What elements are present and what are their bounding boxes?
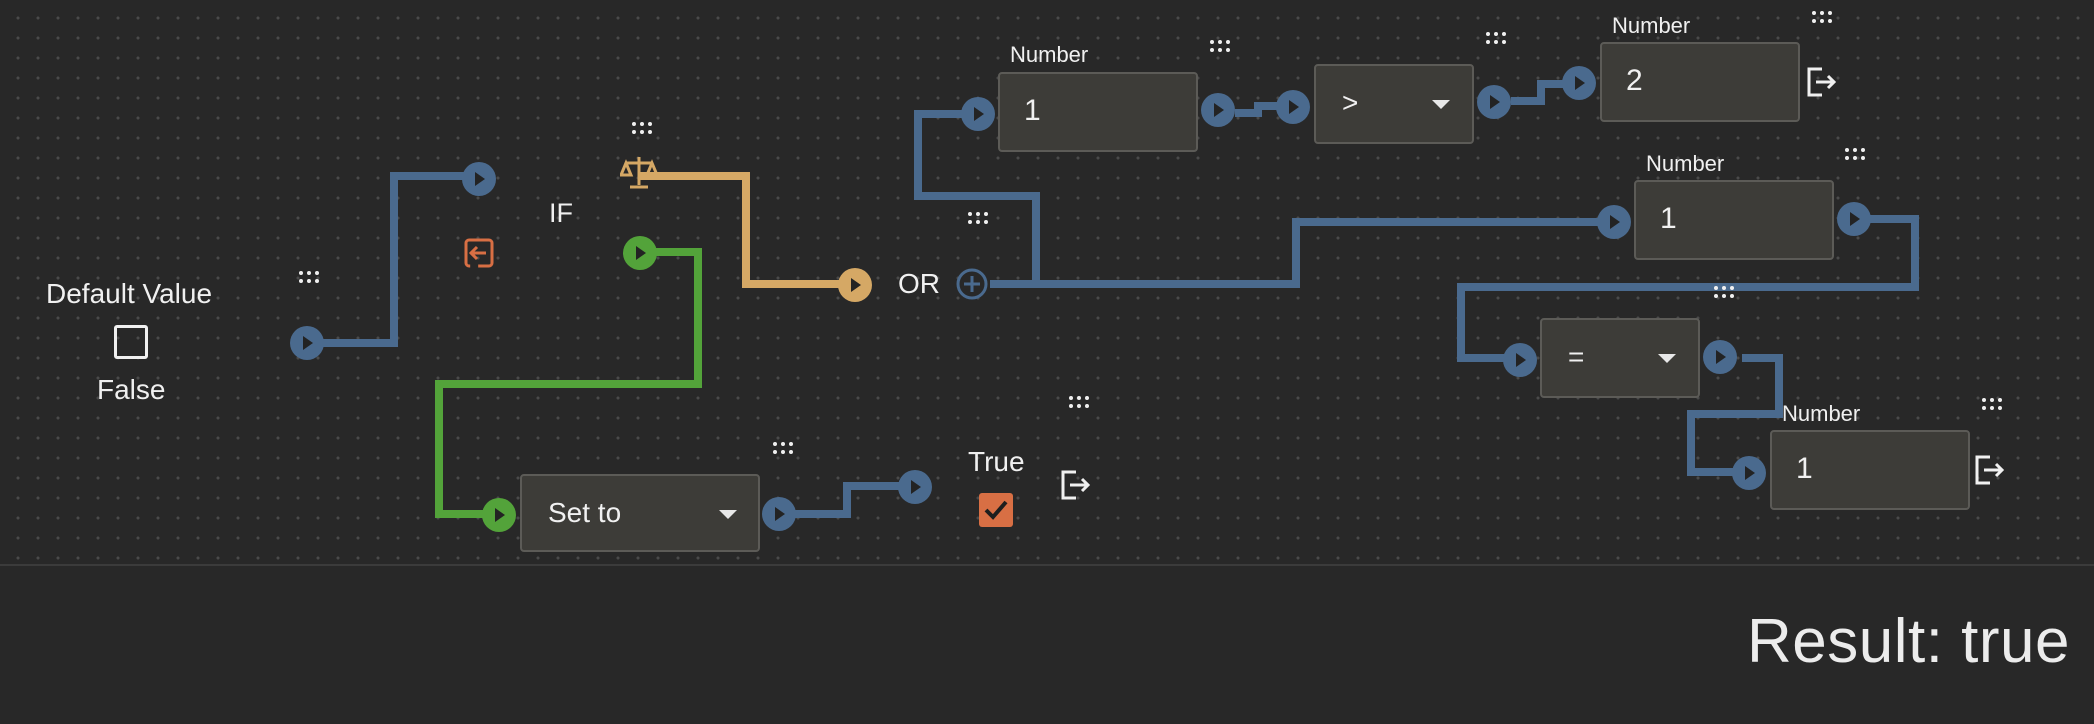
number-a-output-port[interactable] [1201, 93, 1235, 127]
number-b-title: Number [1612, 13, 1691, 38]
drag-handle-icon[interactable] [773, 442, 795, 458]
output-export-icon[interactable] [1972, 453, 2006, 487]
drag-handle-icon[interactable] [632, 122, 654, 138]
drag-handle-icon[interactable] [1714, 286, 1736, 302]
number-d-title: Number [1782, 401, 1861, 426]
compare-eq-output-port[interactable] [1703, 340, 1737, 374]
number-a-title: Number [1010, 42, 1089, 67]
set-to-output-port[interactable] [762, 497, 796, 531]
drag-handle-icon[interactable] [1069, 396, 1091, 412]
wire-or-to-number-c [990, 222, 1614, 284]
wire-if-condition-to-or [640, 176, 854, 284]
default-value-checkbox[interactable] [114, 325, 148, 359]
number-c-input[interactable]: 1 [1634, 180, 1834, 260]
output-export-icon[interactable] [1804, 65, 1838, 99]
drag-handle-icon[interactable] [299, 271, 321, 287]
dropdown-caret-icon [1658, 354, 1676, 363]
wire-setto-to-true [795, 486, 915, 514]
number-a-input-port[interactable] [961, 97, 995, 131]
plus-circle-icon[interactable] [954, 266, 990, 302]
compare-eq-operator: = [1568, 341, 1585, 372]
number-d-input-port[interactable] [1732, 456, 1766, 490]
compare-gt-output-port[interactable] [1477, 85, 1511, 119]
if-title: IF [549, 198, 573, 228]
compare-gt-dropdown[interactable] [1314, 64, 1474, 144]
drag-handle-icon[interactable] [1812, 11, 1834, 27]
set-to-label: Set to [548, 497, 622, 528]
drag-handle-icon[interactable] [968, 212, 990, 228]
compare-eq-input-port[interactable] [1503, 343, 1537, 377]
or-input-port[interactable] [838, 268, 872, 302]
default-value-title: Default Value [46, 278, 213, 309]
drag-handle-icon[interactable] [1210, 40, 1232, 56]
number-d-input[interactable]: 1 [1770, 430, 1970, 510]
wire-default-to-if [306, 176, 466, 343]
input-arrow-icon [462, 236, 496, 270]
wire-eq-to-number-d [1691, 358, 1779, 472]
drag-handle-icon[interactable] [1486, 32, 1508, 48]
dropdown-caret-icon [719, 510, 737, 519]
number-c-title: Number [1646, 151, 1725, 176]
output-export-icon[interactable] [1058, 468, 1092, 502]
number-b-input-port[interactable] [1562, 66, 1596, 100]
number-a-input[interactable]: 1 [998, 72, 1198, 152]
compare-gt-input-port[interactable] [1276, 90, 1310, 124]
if-input-port[interactable] [462, 162, 496, 196]
scale-icon [620, 154, 658, 190]
result-bar [0, 566, 2094, 724]
if-then-output-port[interactable] [623, 236, 657, 270]
compare-eq-dropdown[interactable] [1540, 318, 1700, 398]
default-value-state: False [97, 374, 166, 405]
or-title: OR [898, 268, 940, 299]
number-c-output-port[interactable] [1837, 202, 1871, 236]
number-b-input[interactable]: 2 [1600, 42, 1800, 122]
drag-handle-icon[interactable] [1845, 148, 1867, 164]
default-value-output-port[interactable] [290, 326, 324, 360]
set-to-input-port[interactable] [482, 498, 516, 532]
true-input-port[interactable] [898, 470, 932, 504]
result-text: Result: true [1746, 607, 2070, 676]
number-c-input-port[interactable] [1597, 205, 1631, 239]
dropdown-caret-icon [1432, 100, 1450, 109]
compare-gt-operator: > [1342, 87, 1359, 118]
true-title: True [968, 446, 1025, 477]
drag-handle-icon[interactable] [1982, 398, 2004, 414]
set-to-dropdown[interactable] [520, 474, 760, 552]
checkbox-checked-icon[interactable] [978, 492, 1014, 528]
